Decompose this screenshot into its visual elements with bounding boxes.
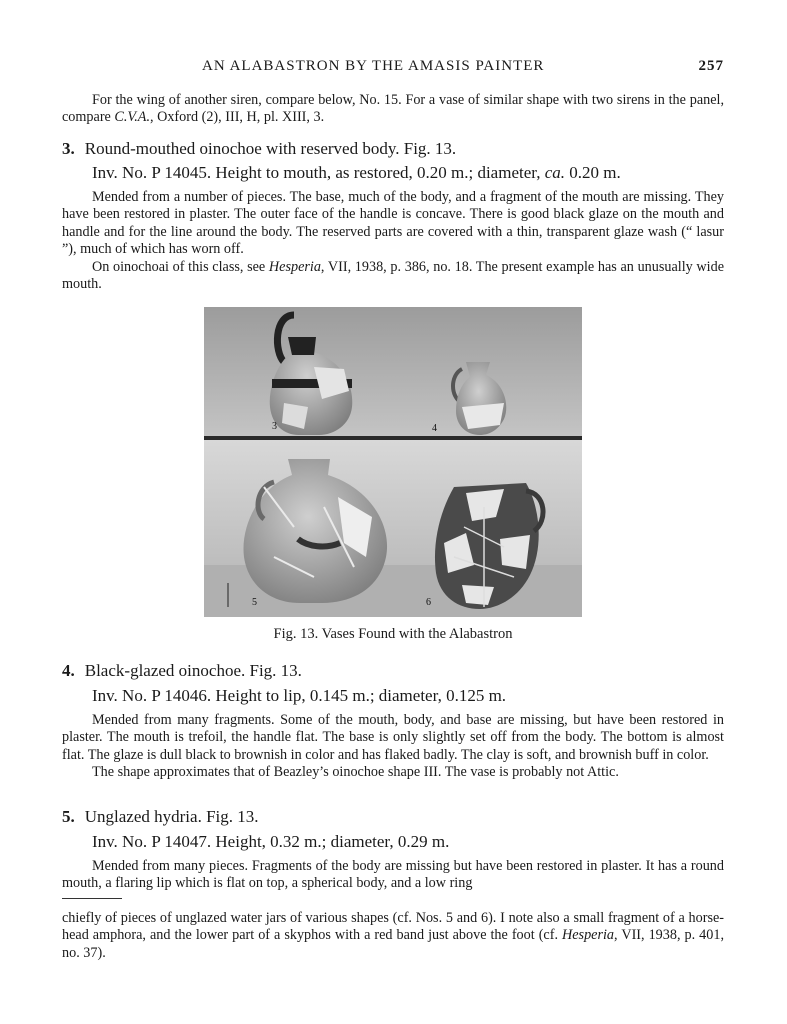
- vase-photo: [204, 307, 582, 617]
- entry-3-inventory: [62, 162, 724, 184]
- shelf-edge: [204, 436, 582, 440]
- intro-paragraph: [62, 92, 724, 127]
- entry-4-paragraph-2: The shape approximates that of Beazley’s oinochoe shape III. The vase is probably not Attic.: [92, 764, 619, 781]
- entry-title: Black-glazed oinochoe. Fig. 13.: [84, 661, 302, 680]
- figure-label-5: 5: [252, 597, 257, 608]
- entry-4-inventory: [62, 685, 724, 707]
- page-number: 257: [698, 58, 724, 74]
- upper-shelf-backdrop: [204, 307, 582, 437]
- entry-number: 3.: [62, 139, 75, 158]
- inventory-text: Inv. No. P 14045. Height to mouth, as restored, 0.20 m.; diameter,: [92, 163, 545, 182]
- intro-text-end: , Oxford (2), III, H, pl. XIII, 3.: [150, 109, 325, 126]
- footnote-text: [62, 910, 724, 962]
- footnote-text-start: chiefly of pieces of unglazed water jars of various shapes (cf. Nos. 5 and 6). I note also a small fragment of a horse-head amphora, and the lower part of a skyphos with a red band just above the foot (cf.: [62, 910, 724, 944]
- entry-5-paragraph-1: Mended from many pieces. Fragments of the body are missing but have been restored in plaster. It has a round mouth, a flaring lip which is flat on top, a spherical body, and a low ring: [62, 858, 724, 892]
- para-text: On oinochoai of this class, see: [92, 258, 269, 275]
- entry-title: Round-mouthed oinochoe with reserved body. Fig. 13.: [84, 139, 457, 158]
- entry-title: Unglazed hydria. Fig. 13.: [84, 807, 259, 826]
- hesperia-reference: Hesperia: [562, 927, 615, 944]
- entry-4-description: [62, 712, 724, 782]
- figure-label-4: 4: [432, 423, 437, 434]
- entry-3-description: [62, 189, 724, 293]
- entry-4-heading: [62, 660, 724, 682]
- entry-3-paragraph-1: Mended from a number of pieces. The base, much of the body, and a fragment of the mouth are missing. They have been restored in plaster. The outer face of the handle is concave. There is good black glaze on the mouth and handle and for the line around the body. The reserved parts are covered with a thin, transparent glaze wash (“ lasur ”), much of which has worn off.: [62, 189, 724, 258]
- figure-label-3: 3: [272, 421, 277, 432]
- entry-5-heading: [62, 806, 724, 828]
- circa-abbrev: ca.: [544, 163, 566, 182]
- inventory-text: Inv. No. P 14046. Height to lip, 0.145 m.; diameter, 0.125 m.: [92, 686, 507, 705]
- para-text-end: , VII, 1938, p. 386, no. 18. The present example has an unusually wide mouth.: [62, 258, 724, 293]
- entry-number: 5.: [62, 807, 75, 826]
- inventory-text: Inv. No. P 14047. Height, 0.32 m.; diameter, 0.29 m.: [92, 832, 450, 851]
- entry-4-paragraph-1: Mended from many fragments. Some of the mouth, body, and base are missing, but have been restored in plaster. The mouth is trefoil, the handle flat. The base is only slightly set off from the body. The bottom is almost flat. The glaze is dull black to brownish in color and has flaked badly. The clay is soft, and brownish buff in color.: [62, 712, 724, 763]
- entry-5-inventory: [62, 831, 724, 853]
- figure-label-6: 6: [426, 597, 431, 608]
- figure-caption: Fig. 13. Vases Found with the Alabastron: [273, 626, 513, 642]
- inventory-text-end: 0.20 m.: [565, 163, 621, 182]
- entry-3-paragraph-2: [62, 259, 724, 294]
- hesperia-reference: Hesperia: [268, 258, 321, 275]
- entry-number: 4.: [62, 661, 75, 680]
- footnote-text-end: , VII, 1938, p. 401, no. 37).: [62, 927, 724, 961]
- intro-text: For the wing of another siren, compare below, No. 15. For a vase of similar shape with two sirens in the panel, compare: [62, 92, 724, 126]
- entry-3-heading: [62, 138, 724, 160]
- entry-5-description: [62, 858, 724, 893]
- cva-reference: C.V.A.: [114, 109, 150, 126]
- footnote-divider: [62, 898, 122, 899]
- running-title: AN ALABASTRON BY THE AMASIS PAINTER: [202, 58, 545, 74]
- footnote: [62, 910, 724, 962]
- figure-13-photograph: [204, 307, 582, 617]
